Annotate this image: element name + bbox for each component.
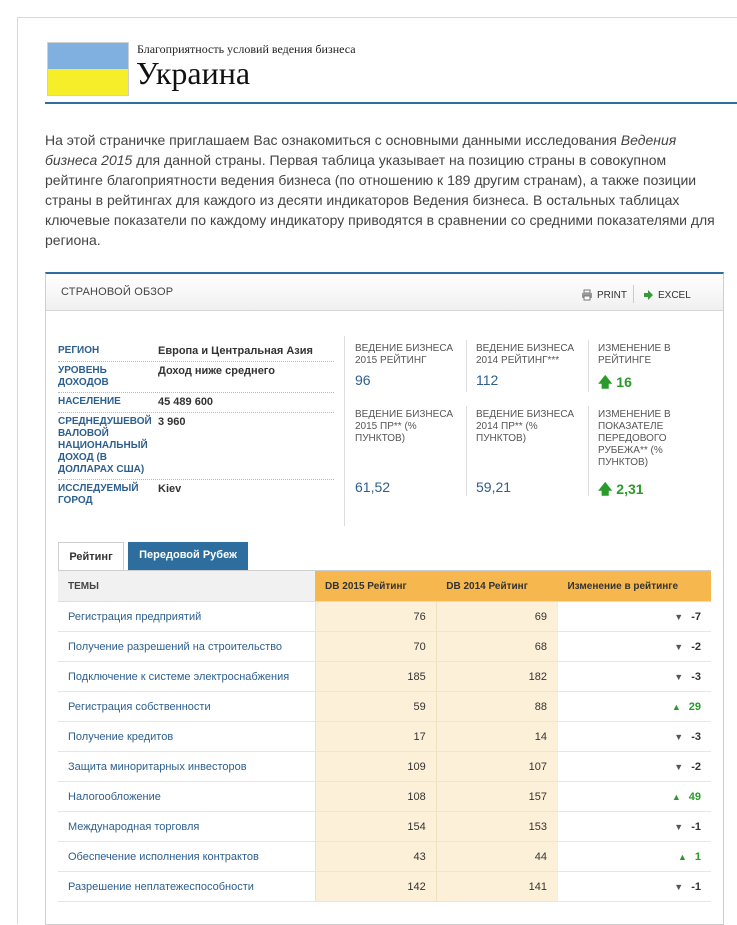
dtf-change [598, 479, 644, 503]
dtf-change-value: 2,31 [616, 481, 644, 497]
rank-change-value: 16 [616, 374, 632, 390]
metric-separator [588, 406, 589, 496]
printer-icon [581, 289, 593, 301]
arrow-down-icon: ▼ [674, 731, 684, 742]
db2014-cell: 182 [436, 662, 557, 692]
col-header-change[interactable]: Изменение в рейтинге [557, 571, 711, 602]
table-row [58, 602, 711, 632]
fact-row [58, 362, 334, 393]
arrow-right-icon [642, 289, 654, 301]
db2014-cell: 69 [436, 602, 557, 632]
db2014-cell: 157 [436, 782, 557, 812]
page-subtitle: Благоприятность условий ведения бизнеса [137, 42, 356, 56]
arrow-up-icon: ▲ [671, 791, 681, 802]
db2015-cell: 185 [315, 662, 436, 692]
arrow-up-icon: ▲ [677, 851, 687, 862]
intro-paragraph [45, 130, 725, 250]
col-header-topics: ТЕМЫ [58, 571, 315, 602]
db2014-dtf-label: ВЕДЕНИЕ БИЗНЕСА 2014 ПР** (% ПУНКТОВ) [476, 409, 574, 444]
db2015-dtf-label: ВЕДЕНИЕ БИЗНЕСА 2015 ПР** (% ПУНКТОВ) [355, 409, 453, 444]
facts-divider [344, 336, 345, 526]
change-value: -2 [691, 760, 701, 773]
change-value: 49 [688, 790, 701, 803]
metric-separator [466, 340, 467, 392]
db2015-rank-value: 96 [355, 372, 371, 388]
topic-link[interactable]: Подключение к системе электроснабжения [58, 662, 315, 692]
arrow-down-icon: ▼ [674, 611, 684, 622]
topic-link[interactable]: Международная торговля [58, 812, 315, 842]
db2014-dtf-value: 59,21 [476, 479, 512, 495]
table-row [58, 872, 711, 902]
change-value: -1 [691, 820, 701, 833]
topic-link[interactable]: Регистрация предприятий [58, 602, 315, 632]
fact-value: Европа и Центральная Азия [158, 345, 313, 357]
col-header-db2015[interactable]: DB 2015 Рейтинг [315, 571, 436, 602]
change-cell [557, 872, 711, 902]
change-value: 1 [694, 850, 701, 863]
topic-link[interactable]: Налогообложение [58, 782, 315, 812]
print-label: PRINT [597, 289, 627, 301]
table-row [58, 752, 711, 782]
db2014-cell: 153 [436, 812, 557, 842]
fact-row [58, 480, 334, 510]
ukraine-flag-image [47, 42, 129, 96]
arrow-down-icon: ▼ [674, 821, 684, 832]
change-cell [557, 662, 711, 692]
db2015-cell: 108 [315, 782, 436, 812]
header-divider [45, 102, 737, 104]
intro-text-after: для данной страны. Первая таблица указывает на позицию страны в совокупном рейтинге благоприятности ведения бизнеса (по отношению к 189 другим странам), а также позиции страны в рейтингах для каждого из десяти индикаторов Ведения бизнеса. В остальных таблицах ключевые показатели по каждому индикатору приводятся в сравнении со средними показателями для региона. [45, 152, 715, 248]
db2014-rank-value: 112 [476, 372, 499, 388]
country-overview-panel [45, 272, 724, 925]
db2014-cell: 88 [436, 692, 557, 722]
panel-header [46, 274, 723, 311]
tab-frontier[interactable]: Передовой Рубеж [128, 542, 248, 572]
arrow-down-icon: ▼ [674, 761, 684, 772]
intro-italic: Ведения бизнеса 2015 [45, 132, 677, 168]
metric-separator [466, 406, 467, 496]
topic-link[interactable]: Регистрация собственности [58, 692, 315, 722]
db2015-dtf-value: 61,52 [355, 479, 391, 495]
table-row [58, 662, 711, 692]
db2015-rank-label: ВЕДЕНИЕ БИЗНЕСА 2015 РЕЙТИНГ [355, 343, 453, 366]
table-row [58, 692, 711, 722]
db2014-cell: 141 [436, 872, 557, 902]
topic-link[interactable]: Получение кредитов [58, 722, 315, 752]
db2015-cell: 17 [315, 722, 436, 752]
fact-key: НАСЕЛЕНИЕ [58, 396, 121, 407]
change-value: -2 [691, 640, 701, 653]
country-facts [58, 342, 334, 510]
fact-key: СРЕДНЕДУШЕВОЙ ВАЛОВОЙ НАЦИОНАЛЬНЫЙ ДОХОД (В ДОЛЛАРАХ США) [58, 416, 152, 475]
table-body [58, 602, 711, 902]
arrow-up-icon: ▲ [671, 701, 681, 712]
arrow-down-icon: ▼ [674, 671, 684, 682]
excel-label: EXCEL [658, 289, 691, 301]
db2014-cell: 68 [436, 632, 557, 662]
arrow-up-icon: 🡅 [598, 374, 613, 390]
db2014-rank-label: ВЕДЕНИЕ БИЗНЕСА 2014 РЕЙТИНГ*** [476, 343, 574, 366]
change-value: -1 [691, 880, 701, 893]
db2014-cell: 14 [436, 722, 557, 752]
table-row [58, 722, 711, 752]
db2015-cell: 43 [315, 842, 436, 872]
fact-key: РЕГИОН [58, 345, 100, 356]
metric-separator [588, 340, 589, 392]
fact-key: УРОВЕНЬ ДОХОДОВ [58, 365, 109, 388]
page-title: Украина [136, 55, 251, 91]
db2015-cell: 109 [315, 752, 436, 782]
change-value: -7 [691, 610, 701, 623]
change-cell [557, 752, 711, 782]
arrow-up-icon: 🡅 [598, 481, 613, 497]
rank-change [598, 372, 632, 396]
db2015-cell: 70 [315, 632, 436, 662]
panel-title: СТРАНОВОЙ ОБЗОР [61, 286, 174, 298]
change-cell [557, 692, 711, 722]
change-cell [557, 602, 711, 632]
table-row [58, 812, 711, 842]
change-value: -3 [691, 670, 701, 683]
print-button[interactable] [581, 289, 627, 301]
fact-row [58, 342, 334, 362]
change-cell [557, 722, 711, 752]
intro-text-before: На этой страничке приглашаем Вас ознакомиться с основными данными исследования [45, 132, 621, 148]
change-cell [557, 842, 711, 872]
change-cell [557, 632, 711, 662]
fact-value: 3 960 [158, 416, 186, 428]
fact-row [58, 413, 334, 480]
rankings-table [58, 571, 711, 902]
change-value: 29 [688, 700, 701, 713]
toolbar-separator [633, 285, 634, 303]
change-value: -3 [691, 730, 701, 743]
table-row [58, 632, 711, 662]
arrow-down-icon: ▼ [674, 881, 684, 892]
table-row [58, 842, 711, 872]
topic-link[interactable]: Разрешение неплатежеспособности [58, 872, 315, 902]
db2015-cell: 142 [315, 872, 436, 902]
db2015-cell: 59 [315, 692, 436, 722]
col-header-db2014[interactable]: DB 2014 Рейтинг [436, 571, 557, 602]
topic-link[interactable]: Обеспечение исполнения контрактов [58, 842, 315, 872]
table-row [58, 782, 711, 812]
fact-value: Kiev [158, 483, 182, 495]
tab-ranking[interactable]: Рейтинг [58, 542, 124, 571]
change-cell [557, 782, 711, 812]
fact-row [58, 393, 334, 413]
dtf-change-label: ИЗМЕНЕНИЕ В ПОКАЗАТЕЛЕ ПЕРЕДОВОГО РУБЕЖА** (% ПУНКТОВ) [598, 409, 671, 468]
db2014-cell: 44 [436, 842, 557, 872]
topic-link[interactable]: Защита миноритарных инвесторов [58, 752, 315, 782]
table-header-row [58, 571, 711, 602]
fact-value: 45 489 600 [158, 396, 214, 408]
excel-button[interactable] [642, 289, 691, 301]
arrow-down-icon: ▼ [674, 641, 684, 652]
db2014-cell: 107 [436, 752, 557, 782]
db2015-cell: 154 [315, 812, 436, 842]
topic-link[interactable]: Получение разрешений на строительство [58, 632, 315, 662]
change-cell [557, 812, 711, 842]
fact-value: Доход ниже среднего [158, 365, 275, 377]
fact-key: ИССЛЕДУЕМЫЙ ГОРОД [58, 483, 139, 506]
db2015-cell: 76 [315, 602, 436, 632]
rank-change-label: ИЗМЕНЕНИЕ В РЕЙТИНГЕ [598, 343, 671, 366]
